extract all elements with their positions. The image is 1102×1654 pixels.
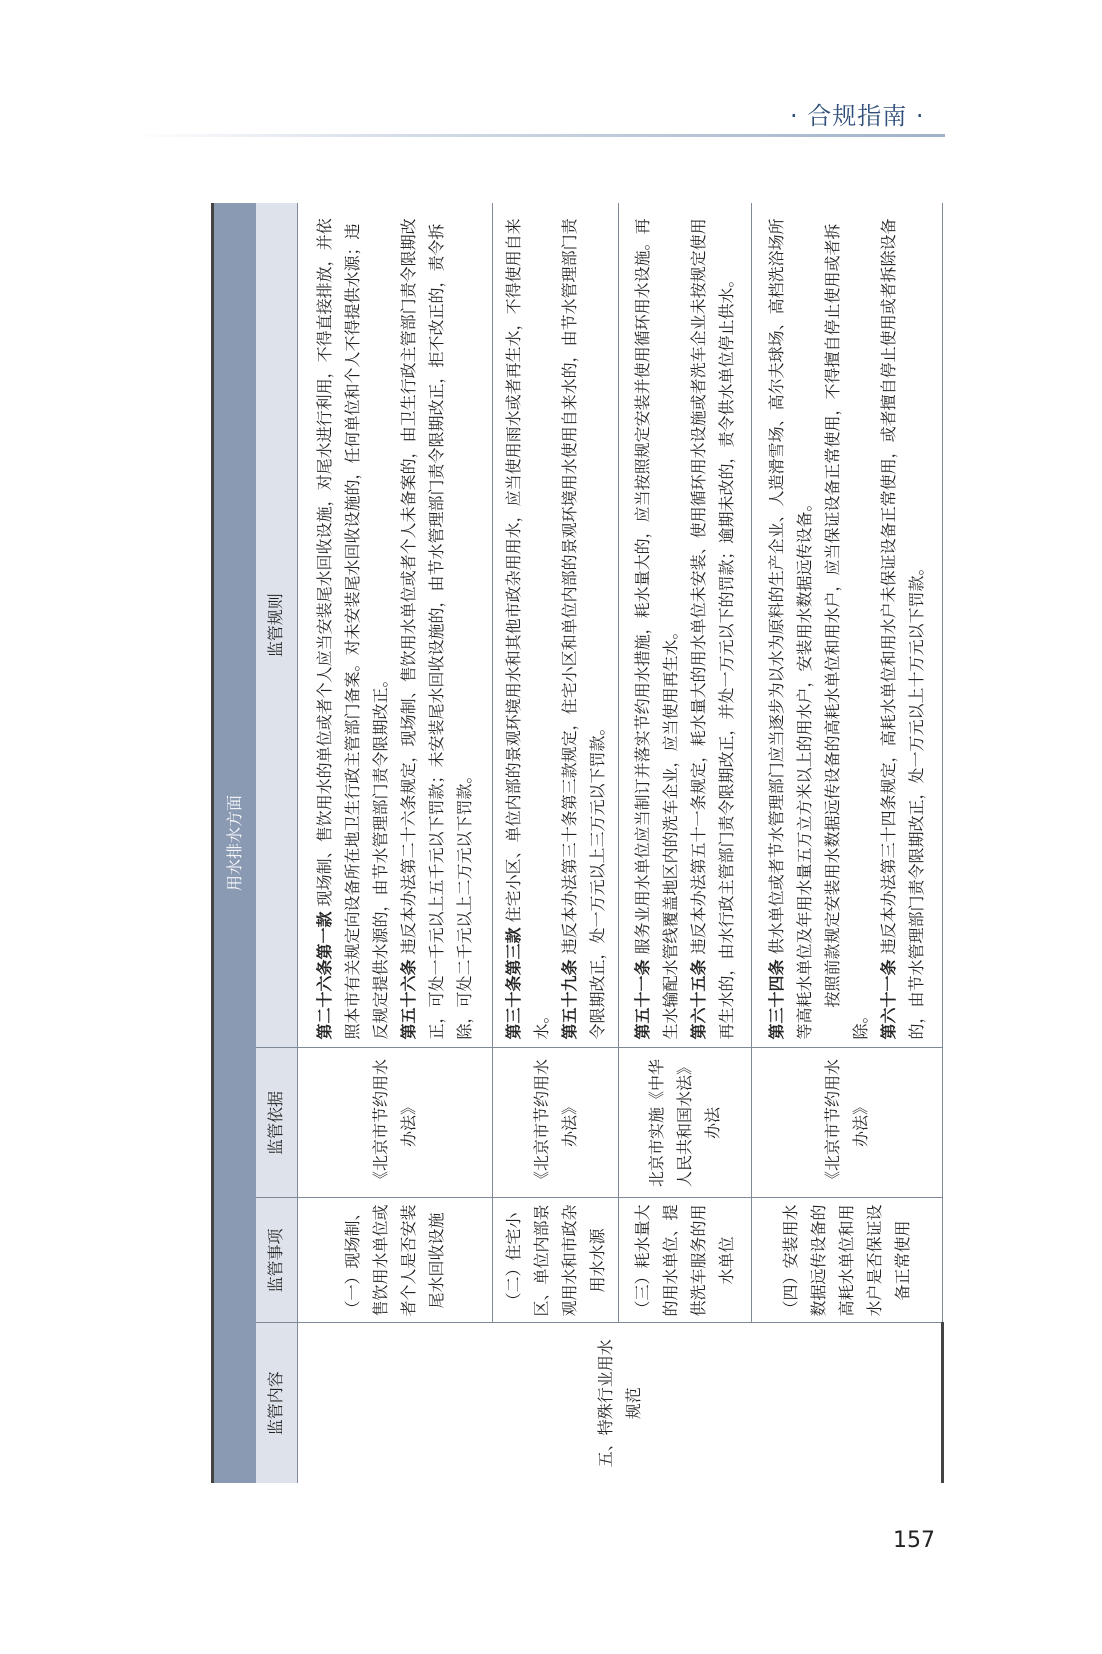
category-cell: 五、特殊行业用水规范 [298, 1323, 943, 1483]
rules-cell [298, 203, 493, 1048]
regulation-table [211, 203, 944, 1483]
basis-cell: 《北京市节约用水办法》 [493, 1048, 619, 1198]
item-cell: （三）耗水量大的用水单位、提供洗车服务的用水单位 [619, 1198, 752, 1323]
article-title: 第五十六条 [399, 959, 419, 1040]
rules-cell [751, 203, 942, 1048]
article-text: 违反本办法第三十条第三款规定，住宅小区和单位内部的景观环境用水使用自来水的，由节水管理部门责令限期改正，处一万元以上三万元以下罚款。 [559, 218, 607, 1040]
rules-cell [619, 203, 752, 1048]
article-text: 违反本办法第三十四条规定，高耗水单位和用水户未保证设备正常使用，或者擅自停止使用或者拆除设备的，由节水管理部门责令限期改正，处一万元以上十万元以下罚款。 [878, 218, 926, 1040]
basis-cell: 《北京市节约用水办法》 [751, 1048, 942, 1198]
header-rule [130, 134, 945, 137]
article-title: 第三十条第三款 [503, 927, 523, 1040]
table-row [751, 203, 942, 1483]
regulation-table-container [211, 203, 944, 1483]
page-number: 157 [893, 1528, 935, 1553]
article-text: 违反本办法第五十一条规定，耗水量大的用水单位未安装、使用循环用水设施或者洗车企业未按规定使用再生水的，由水行政主管部门责令限期改正，并处一万元以下的罚款；逾期未改的，责令供水单位停止供水。 [688, 218, 736, 1040]
article-text: 住宅小区、单位内部的景观环境用水和其他市政杂用用水，应当使用雨水或者再生水，不得使用自来水。 [503, 218, 551, 1040]
running-header-title: · 合规指南 · [790, 102, 925, 130]
article-title: 第六十一条 [878, 959, 898, 1040]
table-row [493, 203, 619, 1483]
article-title: 第二十六条第一款 [315, 911, 335, 1040]
item-cell: （一）现场制、售饮用水单位或者个人是否安装尾水回收设施 [298, 1198, 493, 1323]
rules-cell [493, 203, 619, 1048]
rotated-table [211, 203, 944, 1483]
basis-cell: 《北京市节约用水办法》 [298, 1048, 493, 1198]
table-row [298, 203, 493, 1483]
column-header-item: 监管事项 [256, 1198, 298, 1323]
column-header-basis: 监管依据 [256, 1048, 298, 1198]
table-band-title: 用水排水方面 [213, 203, 256, 1483]
article-text: 服务业用水单位应当制订并落实节约用水措施，耗水量大的，应当按照规定安装并使用循环用水设施。再生水输配水管线覆盖地区内的洗车企业，应当使用再生水。 [632, 218, 680, 1040]
article-text: 供水单位或者节水管理部门应当逐步为以水为原料的生产企业、人造滑雪场、高尔夫球场、高档洗浴场所等高耗水单位及年用水量五万立方米以上的用水户，安装用水数据远传设备。 [766, 218, 814, 1040]
table-row [619, 203, 752, 1483]
article-text: 现场制、售饮用水的单位或者个人应当安装尾水回收设施，对尾水进行利用，不得直接排放，并依照本市有关规定向设备所在地卫生行政主管部门备案。对未安装尾水回收设施的，任何单位和个人不得提供水源；违反规定提供水源的，由节水管理部门责令限期改正。 [315, 218, 391, 1040]
article-title: 第五十九条 [559, 959, 579, 1040]
article-text-continued: 按照前款规定安装用水数据远传设备的高耗水单位和用水户，应当保证设备正常使用，不得擅自停止使用或者拆除。 [822, 223, 870, 1040]
column-header-rules: 监管规则 [256, 203, 298, 1048]
item-cell: （二）住宅小区、单位内部景观用水和市政杂用水水源 [493, 1198, 619, 1323]
item-cell: （四）安装用水数据远传设备的高耗水单位和用水户是否保证设备正常使用 [751, 1198, 942, 1323]
basis-cell: 北京市实施《中华人民共和国水法》办法 [619, 1048, 752, 1198]
article-title: 第六十五条 [688, 959, 708, 1040]
column-header-content: 监管内容 [256, 1323, 298, 1483]
article-text: 违反本办法第二十六条规定，现场制、售饮用水单位或者个人未备案的，由卫生行政主管部门责令限期改正，可处一千元以上五千元以下罚款；未安装尾水回收设施的，由节水管理部门责令限期改正，拒不改正的，责令拆除，可处二千元以上二万元以下罚款。 [399, 218, 475, 1040]
article-title: 第五十一条 [632, 959, 652, 1040]
article-title: 第三十四条 [766, 959, 786, 1040]
